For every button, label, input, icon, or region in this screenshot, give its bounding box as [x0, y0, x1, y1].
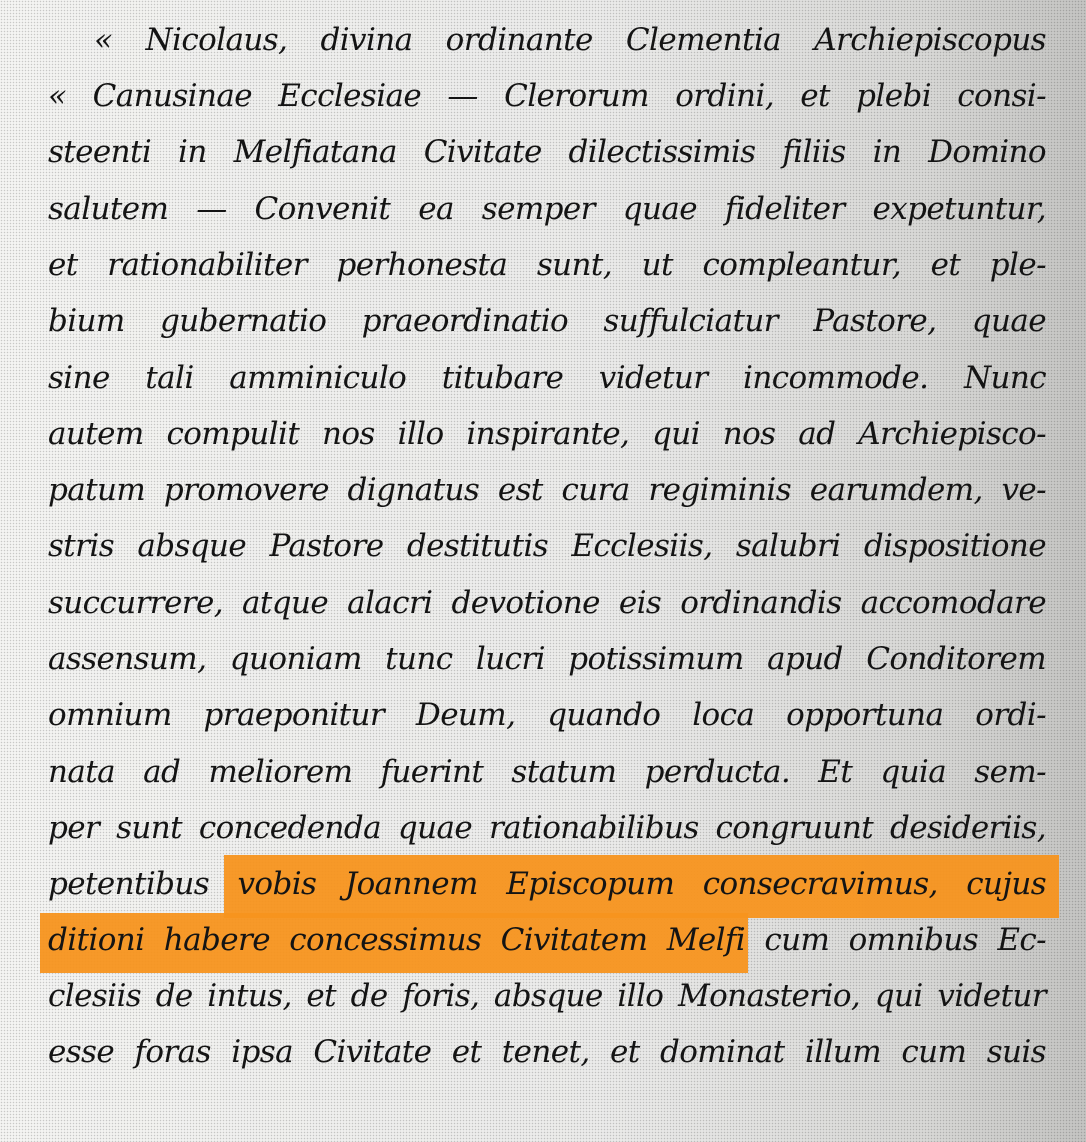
text-line-14: nata ad meliorem fuerint statum perducta. Et quia sem-	[48, 754, 1046, 790]
highlighted-text-1: vobis Joannem Episcopum consecravimus, cujus	[237, 866, 1047, 902]
text-line-1: « Nicolaus, divina ordinante Clementia Archiepiscopus	[94, 22, 1046, 58]
text-line-18: clesiis de intus, et de foris, absque illo Monasterio, qui videtur	[48, 978, 1046, 1014]
text-line-5: et rationabiliter perhonesta sunt, ut compleantur, et ple-	[48, 247, 1046, 283]
text-line-15: per sunt concedenda quae rationabilibus congruunt desideriis,	[48, 810, 1046, 846]
text-line-19: esse foras ipsa Civitate et tenet, et dominat illum cum suis	[48, 1034, 1046, 1070]
text-line-13: omnium praeponitur Deum, quando loca opportuna ordi-	[48, 697, 1046, 733]
text-line-17	[48, 912, 1046, 968]
text-line-12: assensum, quoniam tunc lucri potissimum apud Conditorem	[48, 641, 1046, 677]
text-line-7: sine tali amminiculo titubare videtur incommode. Nunc	[48, 360, 1046, 396]
text-after-highlight: cum omnibus Ec-	[764, 922, 1046, 958]
highlighted-text-2: ditioni habere concessimus Civitatem Melfi	[48, 922, 746, 958]
text-line-6: bium gubernatio praeordinatio suffulciatur Pastore, quae	[48, 303, 1046, 339]
text-line-8: autem compulit nos illo inspirante, qui nos ad Archiepisco-	[48, 416, 1046, 452]
text-line-4: salutem — Convenit ea semper quae fideliter expetuntur,	[48, 191, 1046, 227]
text-line-9: patum promovere dignatus est cura regiminis earumdem, ve-	[48, 472, 1046, 508]
text-line-2: « Canusinae Ecclesiae — Clerorum ordini, et plebi consi-	[48, 78, 1046, 114]
text-before-highlight: petentibus	[48, 866, 210, 902]
text-line-10: stris absque Pastore destitutis Ecclesiis, salubri dispositione	[48, 528, 1046, 564]
text-line-3: steenti in Melfiatana Civitate dilectissimis filiis in Domino	[48, 134, 1046, 170]
text-line-16	[48, 856, 1046, 912]
text-line-11: succurrere, atque alacri devotione eis ordinandis accomodare	[48, 585, 1046, 621]
